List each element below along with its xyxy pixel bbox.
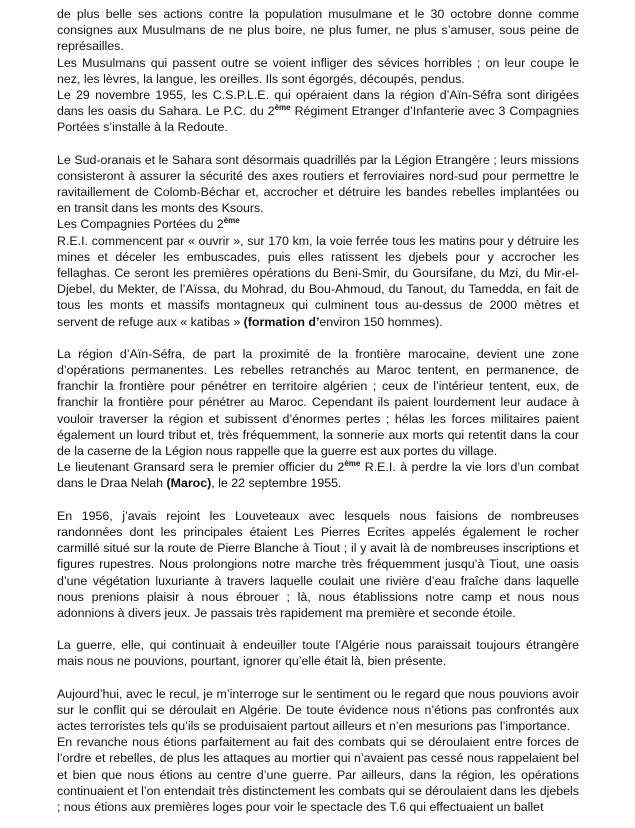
superscript-text: ème [344,459,361,469]
text-segment: Le Sud-oranais et le Sahara sont désormais quadrillés par la Légion Etrangère ; leurs missions consisteront à assurer la sécurité des axes routiers et ferroviaires nord-sud pour permettre le ravitaillement de Colomb-Béchar et, accrocher et détruire les bandes rebelles implantées ou en transit dans les monts des Ksours. [57,152,579,216]
paragraph-p12 [57,734,579,815]
bold-text: (formation d’ [243,314,320,329]
text-segment: R.E.I. à perdre la vie lors d’un combat dans le Draa Nelah [57,460,579,491]
paragraph-p6 [57,233,579,330]
paragraph-p5 [57,216,579,232]
paragraph-p1 [57,6,579,55]
text-segment: de plus belle ses actions contre la population musulmane et le 30 octobre donne comme consignes aux Musulmans de ne plus boire, ne plus fumer, ne plus s’amuser, sous peine de représailles. [57,7,579,54]
superscript-text: ème [223,216,240,226]
paragraph-p9 [57,508,579,621]
text-segment: Le lieutenant Gransard sera le premier officier du 2 [57,460,345,475]
text-segment: La guerre, elle, qui continuait à endeuiller toute l’Algérie nous paraissait toujours étrangère mais nous ne pouvions, pourtant, ignorer qu’elle était là, bien présente. [57,638,579,669]
text-segment: Le 29 novembre 1955, les C.S.P.L.E. qui opéraient dans la région d’Aïn-Séfra sont dirigées dans les oasis du Sahara. Le P.C. du 2 [57,88,579,119]
text-segment: , le 22 septembre 1955. [211,476,342,491]
text-segment: En revanche nous étions parfaitement au fait des combats qui se déroulaient entre forces de l’ordre et rebelles, de plus les attaques au mortier qui n’avaient pas cessé nous rappelaient bel et bien que nous étions au centre d’une guerre. Par ailleurs, dans la région, les opérations continuaient et l’on entendait très distinctement les combats qui se déroulaient dans les djebels ; nous étions aux premières loges pour voir le spectacle des T.6 qui effectuaient un ballet [57,735,579,814]
paragraph-gap [57,330,579,346]
document-page [57,6,579,815]
text-segment: Les Compagnies Portées du 2 [57,217,224,232]
superscript-text: ème [274,103,291,113]
paragraph-p4 [57,152,579,217]
paragraph-p8 [57,459,579,491]
text-segment: Aujourd’hui, avec le recul, je m’interroge sur le sentiment ou le regard que nous pouvions avoir sur le conflit qui se déroulait en Algérie. De toute évidence nous n’étions pas confrontés aux actes terroristes tels qu’ils se produisaient partout ailleurs et n’en mesurions pas l’importance. [57,686,579,733]
text-segment: Les Musulmans qui passent outre se voient infliger des sévices horribles ; on leur coupe le nez, les lèvres, la langue, les oreilles. Ils sont égorgés, découpés, pendus. [57,55,579,86]
paragraph-p7 [57,346,579,459]
paragraph-gap [57,670,579,686]
paragraph-gap [57,492,579,508]
paragraph-gap [57,621,579,637]
text-segment: La région d’Aïn-Séfra, de part la proximité de la frontière marocaine, devient une zone d’opérations permanentes. Les rebelles retranchés au Maroc tentent, en permanence, de franchir la frontière pour pénétrer en territoire algérien ; ceux de l’intérieur tentent, eux, de franchir la frontière pour pénétrer au Maroc. Cependant ils paient lourdement leur audace à vouloir traverser la région et subissent d’énormes pertes ; hélas les forces militaires paient également un lourd tribut et, très fréquemment, la sonnerie aux morts qui retentit dans la cour de la caserne de la Légion nous rappelle que la guerre est aux portes du village. [57,346,579,459]
text-segment: environ 150 hommes). [319,314,443,329]
bold-text: (Maroc) [166,476,212,491]
text-segment: Régiment Etranger d’Infanterie avec 3 Compagnies Portées s’installe à la Redoute. [57,104,579,135]
paragraph-gap [57,136,579,152]
paragraph-p2 [57,55,579,87]
paragraph-p11 [57,686,579,735]
text-segment: En 1956, j’avais rejoint les Louveteaux avec lesquels nous faisions de nombreuses randonnées dont les principales étaient Les Pierres Ecrites appelés également le rocher carmillé situé sur la route de Pierre Blanche à Tiout ; il y avait là de nombreuses inscriptions et figures rupestres. Nous prolongions notre marche très fréquemment jusqu’à Tiout, une oasis d’une végétation luxuriante à travers laquelle coulait une rivière d’eau fraîche dans laquelle nous prenions plaisir à nous ébrouer ; là, nous établissions notre camp et nous nous adonnions à divers jeux. Je passais très rapidement ma première et seconde étoile. [57,508,579,620]
paragraph-p10 [57,637,579,669]
text-segment: R.E.I. commencent par « ouvrir », sur 170 km, la voie ferrée tous les matins pour y détruire les mines et déceler les embuscades, puis elles ratissent les djebels pour y accrocher les fellaghas. Ce seront les premières opérations du Beni-Smir, du Goursifane, du Mzi, du Mir-el-Djebel, du Mekter, de l’Aïssa, du Mohrad, du Bou-Ahmoud, du Tanout, du Tamedda, en fait de tous les monts et massifs montagneux qui culminent tous au-dessus de 2000 mètres et servent de refuge aux « katibas » [57,233,579,329]
paragraph-p3 [57,87,579,136]
